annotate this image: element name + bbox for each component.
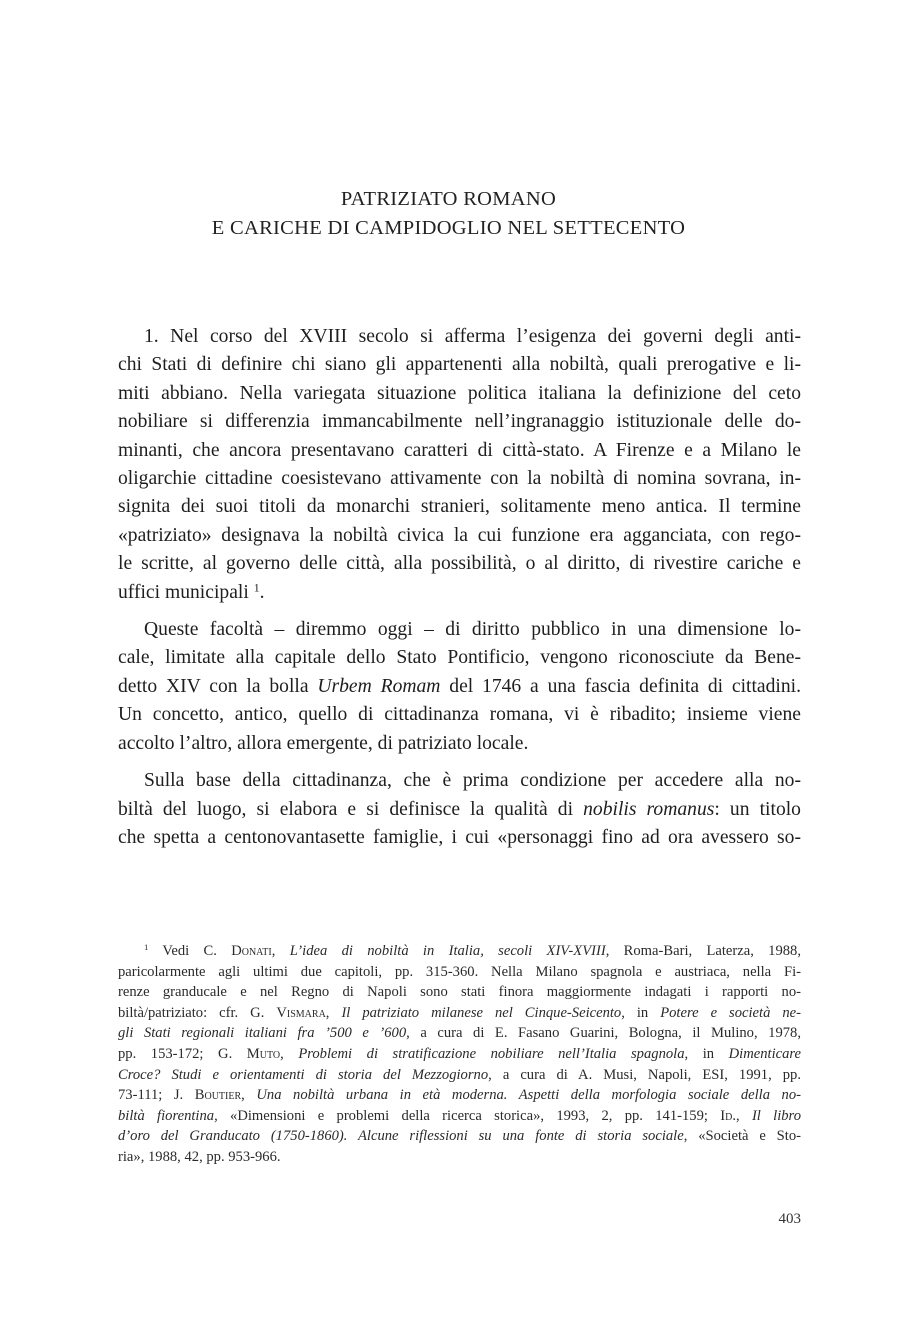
author-name: Boutier [194,1087,242,1104]
footnote-line [118,1003,801,1024]
footnote-line: paricolarmente agli ultimi due capitoli, pp. 315-360. Nella Milano spagnola e austriaca, nella Fi- [118,963,801,980]
text-fragment: , a cura di A. Musi, Napoli, ESI, 1991, pp. [488,1066,802,1083]
italic-title: Urbem Romam [317,675,441,697]
chapter-title [0,185,897,243]
text-fragment: Vedi C. [148,943,232,959]
italic-title: Potere e società ne- [660,1004,801,1021]
paragraph-1 [118,323,801,607]
text-fragment: , a cura di E. Fasano Guarini, Bologna, il Mulino, 1978, [406,1025,802,1042]
italic-title: biltà fiorentina [118,1107,215,1124]
footnote-marker: 1 [144,942,149,953]
text-fragment: , «Società e Sto- [683,1128,801,1145]
text-line: oligarchie cittadine coesistevano attivamente con la nobiltà di nomina sovrana, in- [118,468,801,490]
footnote-line [118,1085,801,1106]
text-line: Queste facoltà – diremmo oggi – di diritto pubblico in una dimensione lo- [144,619,801,641]
text-fragment: , [271,943,290,959]
text-fragment: pp. 153-172; G. [118,1045,247,1062]
main-text [118,323,801,852]
text-line: «patriziato» designava la nobiltà civica la cui funzione era agganciata, con rego- [118,524,801,546]
text-fragment: biltà/patriziato: cfr. G. [118,1004,277,1021]
footnote-line [118,1106,801,1127]
text-line: chi Stati di definire chi siano gli appartenenti alla nobiltà, quali prerogative e li- [118,354,801,376]
title-line-2: E CARICHE DI CAMPIDOGLIO NEL SETTECENTO [211,217,686,239]
footnote-line [118,1126,801,1147]
text-line [118,796,801,824]
title-line-1: PATRIZIATO ROMANO [340,188,557,210]
paragraph-2 [118,616,801,758]
italic-title: Il patriziato milanese nel Cinque-Seicento [341,1004,622,1021]
text-fragment: 73-111; J. [118,1087,195,1104]
italic-title: Problemi di stratificazione nobiliare nell’Italia spagnola [298,1045,685,1062]
text-line: Un concetto, antico, quello di cittadinanza romana, vi è ribadito; insieme viene [118,704,801,726]
paragraph-3 [118,767,801,852]
author-name: Id. [720,1107,736,1124]
italic-term: nobilis romanus [583,798,715,820]
footnote-line [118,1023,801,1044]
footnote-line [118,1044,801,1065]
italic-title: Croce? Studi e orientamenti di storia del Mezzogiorno [118,1066,489,1083]
text-line: accolto l’altro, allora emergente, di patriziato locale. [118,732,529,754]
footnote-line [118,1065,801,1086]
author-name: Vismara [276,1004,326,1021]
footnote-line [118,941,801,962]
text-line: miti abbiano. Nella variegata situazione politica italiana la definizione del ceto [118,382,801,404]
text-line [118,579,801,607]
text-fragment: , [325,1004,342,1021]
text-fragment: , in [621,1004,661,1021]
footnote-line: renze granducale e nel Regno di Napoli sono stati finora maggiormente indagati i rapporti no- [118,984,801,1001]
author-name: Donati [231,943,272,959]
text-fragment: , [241,1087,257,1104]
italic-title: Dimenticare [728,1045,802,1062]
text-fragment: , in [684,1045,729,1062]
text-fragment: detto XIV con la bolla [118,675,318,697]
text-fragment: del 1746 a una fascia definita di cittadini. [440,675,802,697]
page-number: 403 [778,1211,801,1227]
footnote [118,941,801,1168]
text-line: 1. Nel corso del XVIII secolo si afferma l’esigenza dei governi degli anti- [144,326,801,347]
footnote-line: ria», 1988, 42, pp. 953-966. [118,1148,281,1165]
text-line: le scritte, al governo delle città, alla possibilità, o al diritto, di rivestire cariche e [118,553,801,575]
text-line: che spetta a centonovantasette famiglie, i cui «personaggi fino ad ora avessero so- [118,826,801,848]
text-fragment: , [735,1107,752,1124]
text-line: minanti, che ancora presentavano caratteri di città-stato. A Firenze e a Milano le [118,439,801,461]
text-fragment: . [259,581,265,603]
italic-title: Il libro [751,1107,801,1124]
text-line: signita dei suoi titoli da monarchi stranieri, solitamente meno antica. Il termine [118,496,801,518]
text-fragment: , Roma-Bari, Laterza, 1988, [605,943,801,959]
text-fragment: : un titolo [714,798,801,820]
italic-title: gli Stati regionali italiani fra ’500 e ’600 [118,1025,407,1042]
text-line: cale, limitate alla capitale dello Stato Pontificio, vengono riconosciute da Bene- [118,647,801,669]
footnote-reference[interactable]: 1 [253,581,260,595]
italic-title: d’oro del Granducato (1750-1860). Alcune riflessioni su una fonte di storia sociale [118,1128,684,1145]
text-fragment: , «Dimensioni e problemi della ricerca storica», 1993, 2, pp. 141-159; [214,1107,721,1124]
italic-title: L’idea di nobiltà in Italia, secoli XIV-XVIII [289,943,606,959]
italic-title: Una nobiltà urbana in età moderna. Aspetti della morfologia sociale della no- [256,1087,802,1104]
author-name: Muto [246,1045,281,1062]
text-line [118,673,801,701]
text-line: Sulla base della cittadinanza, che è prima condizione per accedere alla no- [144,770,801,792]
text-fragment: , [280,1045,299,1062]
text-line: nobiliare si differenzia immancabilmente nell’ingranaggio istituzionale delle do- [118,411,801,433]
text-fragment: biltà del luogo, si elabora e si definisce la qualità di [118,798,584,820]
text-fragment: uffici municipali [118,581,249,603]
